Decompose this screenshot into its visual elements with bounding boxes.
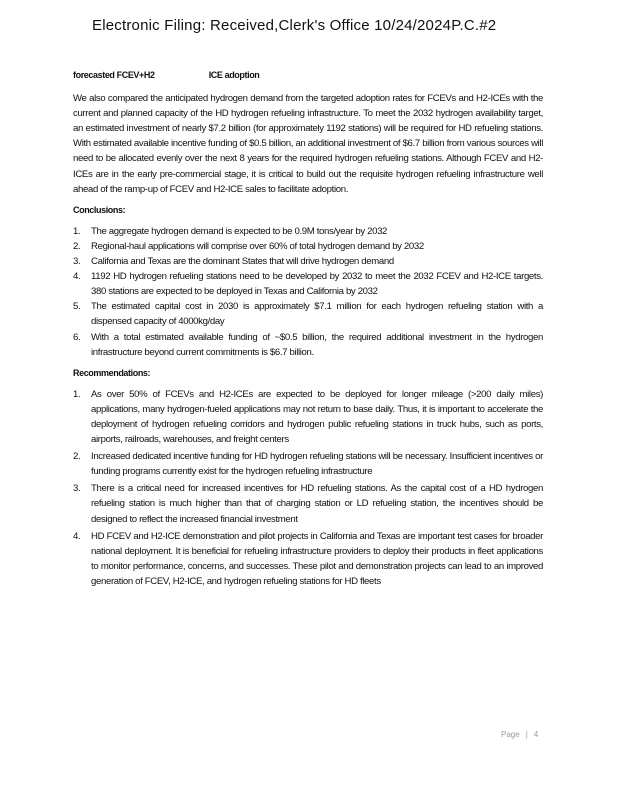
- page-number: 4: [533, 730, 539, 739]
- recommendation-item: 3. There is a critical need for increased incentives for HD refueling stations. As the capital cost of a HD hydrogen refueling station is much higher than that of charging station or LD refueling station, the incentives should be designed to reflect the increased financial investment: [73, 483, 543, 525]
- recommendations-list: [73, 387, 543, 589]
- recommendations-heading: Recommendations:: [73, 367, 151, 378]
- conclusion-item: 5. The estimated capital cost in 2030 is approximately $7.1 million for each hydrogen refueling station with a dispensed capacity of 4000kg/day: [73, 301, 543, 328]
- conclusions-heading: Conclusions:: [73, 204, 126, 215]
- intro-paragraph: We also compared the anticipated hydrogen demand from the targeted adoption rates for FCEVs and H2-ICEs with the current and planned capacity of the HD hydrogen refueling infrastructure. To meet the 2032 hydrogen availability target, an estimated investment of nearly $7.2 billion (for approximately 1192 stations) will be required for HD refueling stations. With estimated available incentive funding of $0.5 billion, an additional investment of $6.7 billion from various sources will need to be allocated evenly over the next 8 years for the required hydrogen refueling stations. Although FCEV and H2-ICEs are in the early pre-commercial stage, it is critical to build out the requisite hydrogen refueling infrastructure well ahead of the ramp-up of FCEV and H2-ICE sales to facilitate adoption.: [73, 93, 543, 195]
- conclusion-item: 3. California and Texas are the dominant States that will drive hydrogen demand: [73, 256, 394, 268]
- conclusion-item: 1. The aggregate hydrogen demand is expected to be 0.9M tons/year by 2032: [73, 225, 388, 237]
- recommendation-item: 2. Increased dedicated incentive funding for HD hydrogen refueling stations will be necessary. Insufficient incentives or funding programs currently exist for the hydrogen refueling infrastructure: [73, 451, 543, 478]
- recommendation-item: 1. As over 50% of FCEVs and H2-ICEs are expected to be deployed for longer mileage (>200 daily miles) applications, many hydrogen-fueled applications may not return to base daily. Thus, it is important to accelerate the deployment of hydrogen refueling corridors and hydrogen public refueling stations in truck hubs, such as ports, airports, railroads, warehouses, and freight centers: [73, 388, 543, 446]
- page-label: Page: [501, 730, 520, 739]
- footer-separator: |: [525, 730, 528, 739]
- conclusion-item: 6. With a total estimated available funding of ~$0.5 billion, the required additional investment in the hydrogen infrastructure beyond current commitments is $6.7 billion.: [73, 331, 543, 358]
- page-content: [73, 68, 543, 595]
- conclusions-list: [73, 224, 543, 360]
- recommendation-item: 4. HD FCEV and H2-ICE demonstration and pilot projects in California and Texas are important test cases for broader national deployment. It is beneficial for refueling infrastructure providers to deploy their products in fleet applications to monitor performance, concerns, and successes. These pilot and demonstration projects can lead to an improved generation of FCEV, H2-ICE, and hydrogen refueling stations for HD fleets: [73, 530, 543, 587]
- page-footer: [501, 730, 538, 739]
- figure-label-row: [73, 68, 543, 83]
- conclusion-item: 4. 1192 HD hydrogen refueling stations need to be developed by 2032 to meet the 2032 FCEV and H2-ICE targets. 380 stations are expected to be deployed in Texas and California by 2032: [73, 271, 543, 298]
- filing-header: Electronic Filing: Received,Clerk's Office 10/24/2024P.C.#2: [92, 17, 497, 34]
- conclusion-item: 2. Regional-haul applications will comprise over 60% of total hydrogen demand by 2032: [73, 240, 424, 252]
- figure-label-left: forecasted FCEV+H2: [73, 70, 155, 80]
- figure-label-right: ICE adoption: [208, 70, 260, 80]
